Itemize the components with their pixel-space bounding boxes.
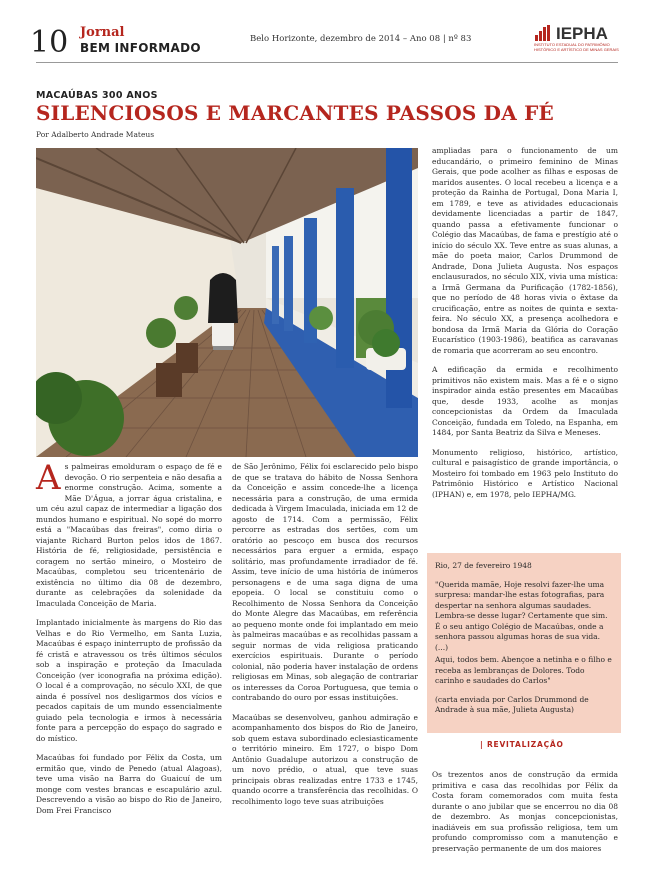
letter-body-1: "Querida mamãe, Hoje resolvi fazer-lhe uma surpresa: mandar-lhe estas fotografias, para despertar na senhora algumas saudades. Lembra-se desse lugar? Certamente que sim. É o seu antigo Colégio de Macaúbas, onde a senhora passou algumas horas de sua vida. (...) <box>435 579 608 652</box>
paragraph-1: As palmeiras emolduram o espaço de fé e devoção. O rio serpenteia e não desafia a enorme construção. Acima, somente a Mãe D'Água, a jorrar água cristalina, e um céu azul capaz de intermediar a ligação dos mundos humano e espiritual. No sopé do morro está a "Macaúbas das freiras", como diria o viajante Richard Burton pelos idos de 1867. História de fé, religiosidade, persistência e coragem no sertão mineiro, o Mosteiro de Macaúbas, completou seu tricentenário de existência no último dia 08 de dezembro, durante as celebrações da solenidade da Imaculada Conceição de Maria. <box>36 458 222 608</box>
paragraph-6: ampliadas para o funcionamento de um educandário, o primeiro feminino de Minas Gerais, que pode acolher as filhas e esposas de maridos ausentes. O local recebeu a licença e a proteção da Rainha de Portugal, Dona Maria I, em 1789, e teve as atividades educacionais devidamente licenciadas a partir de 1847, quando passa a efetivamente funcionar o Colégio das Macaúbas, de fama e prestígio até o início do século XX. Teve entre as suas alunas, a mãe do poeta maior, Carlos Drummond de Andrade, Dona Julieta Augusta. Nos espaços enclausurados, no século XIX, vivia uma mística: a Irmã Germana da Purificação (1782-1856), que no período de 48 horas vivia o êxtase da crucificação, entre as noites de quinta e sexta-feira. No século XX, a presença acolhedora e bondosa da Irmã Maria da Glória do Coração Eucarístico (1903-1986), beatifica as caravanas de romaria que acorreram ao seu encontro. <box>432 146 618 355</box>
dropcap: A <box>36 458 61 498</box>
journal-name: Jornal <box>80 25 125 40</box>
paragraph-9: Os trezentos anos de construção da ermida primitiva e casa das recolhidas por Félix da Costa foram comemorados com muita festa durante o ano jubilar que se encerrou no dia 08 de dezembro. As monjas concepcionistas, inadiáveis em sua profissão religiosa, tem um profundo compromisso com a manutenção e preservação permanente de um dos maiores <box>432 770 618 853</box>
article-column-3 <box>432 146 618 509</box>
paragraph-4: de São Jerônimo, Félix foi esclarecido pelo bispo de que se tratava do hábito de Nossa Senhora da Conceição e assim concede-lhe a licença necessária para a construção, de uma ermida dedicada à Virgem Imaculada, iniciada em 12 de agosto de 1714. Com a permissão, Félix percorre as estradas dos sertões, com um oratório ao pescoço em busca dos recursos necessários para erguer a ermida, espaço solitário, mas profundamente irradiador de fé. Assim, teve início de uma história de inúmeros personagens e de uma saga digna de uma epopeia. O local se constituiu como o Recolhimento de Nossa Senhora da Conceição do Monte Alegre das Macaúbas, em referência ao pequeno monte onde foi implantado em meio às palmeiras macaúbas e as recolhidas passam a seguir normas de vida religiosa praticando exercícios espirituais. Durante o período colonial, não poderia haver instalação de ordens religiosas em Minas, sob alegação de contrariar os interesses da Coroa Portuguesa, que temia o contrabando do ouro por essas instituições. <box>232 462 419 702</box>
logo-subtitle: INSTITUTO ESTADUAL DO PATRIMÔNIO HISTÓRICO E ARTÍSTICO DE MINAS GERAIS <box>534 42 619 52</box>
paragraph-7: A edificação da ermida e recolhimento primitivos não existem mais. Mas a fé e o signo inspirador ainda estão presentes em Macaúbas que, desde 1933, acolhe as monjas concepcionistas da Ordem da Imaculada Conceição, fundada em Toledo, na Espanha, em 1484, por Santa Beatriz da Silva e Meneses. <box>432 365 618 437</box>
logo-text: IEPHA <box>556 24 608 43</box>
letter-caption: (carta enviada por Carlos Drummond de Andrade à sua mãe, Julieta Augusta) <box>435 694 589 714</box>
article-column-1 <box>36 458 222 825</box>
article-column-3-bottom <box>432 770 618 863</box>
header-rule <box>36 62 618 63</box>
paragraph-2: Implantado inicialmente às margens do Rio das Velhas e do Rio Vermelho, em Santa Luzia, Macaúbas é espaço ininterrupto de profissão da fé cristã e atravessou os três últimos séculos sob a inspiração e proteção da Imaculada Conceição (ver iconografia na próxima edição). O local é a comprovação, no século XXI, de que ainda é possível nos desligarmos dos vícios e pecados capitais de um mundo essencialmente guiado pela tecnologia e irmos à necessária fonte para a percepção do espaço do sagrado e do místico. <box>36 618 222 743</box>
iepha-logo <box>534 25 624 55</box>
paragraph-5: Macaúbas se desenvolveu, ganhou admiração e acompanhamento dos bispos do Rio de Janeiro, sob quem estava subordinado eclesiasticamente o território mineiro. Em 1727, o bispo Dom Antônio Guadalupe autorizou a construção de um novo prédio, o atual, que teve suas principais obras realizadas entre 1733 e 1745, quando ocorre a transferência das recolhidas. O recolhimento logo teve suas atribuições <box>232 712 418 806</box>
paragraph-3: Macaúbas foi fundado por Félix da Costa, um ermitão que, vindo de Penedo (atual Alagoas), teve uma visão na Barra do Guaicuí de um monge com vestes brancas e escapulário azul. Descrevendo a visão ao bispo do Rio de Janeiro, Dom Frei Francisco <box>36 753 222 815</box>
article-title: SILENCIOSOS E MARCANTES PASSOS DA FÉ <box>36 101 554 125</box>
drummond-letter-box <box>427 553 621 733</box>
section-heading-revitalizacao: | REVITALIZAÇÃO <box>480 740 564 749</box>
journal-subtitle: BEM INFORMADO <box>80 41 201 55</box>
page-number: 10 <box>30 25 69 60</box>
convent-corridor-photo <box>36 148 418 457</box>
article-kicker: MACAÚBAS 300 ANOS <box>36 90 158 101</box>
letter-date: Rio, 27 de fevereiro 1948 <box>435 561 532 570</box>
article-column-2 <box>232 462 418 816</box>
article-byline: Por Adalberto Andrade Mateus <box>36 130 155 139</box>
letter-body-2: Aqui, todos bem. Abençoe a netinha e o filho e receba as lembranças de Dolores. Todo carinho e saudades do Carlos" <box>435 655 612 685</box>
dateline: Belo Horizonte, dezembro de 2014 – Ano 08 | nº 83 <box>250 34 472 44</box>
paragraph-8: Monumento religioso, histórico, artístico, cultural e paisagístico de grande importância, o Mosteiro foi tombado em 1963 pelo Instituto do Patrimônio Histórico e Artístico Nacional (IPHAN) e, em 1978, pelo IEPHA/MG. <box>432 447 618 499</box>
logo-bars-icon <box>534 25 554 41</box>
